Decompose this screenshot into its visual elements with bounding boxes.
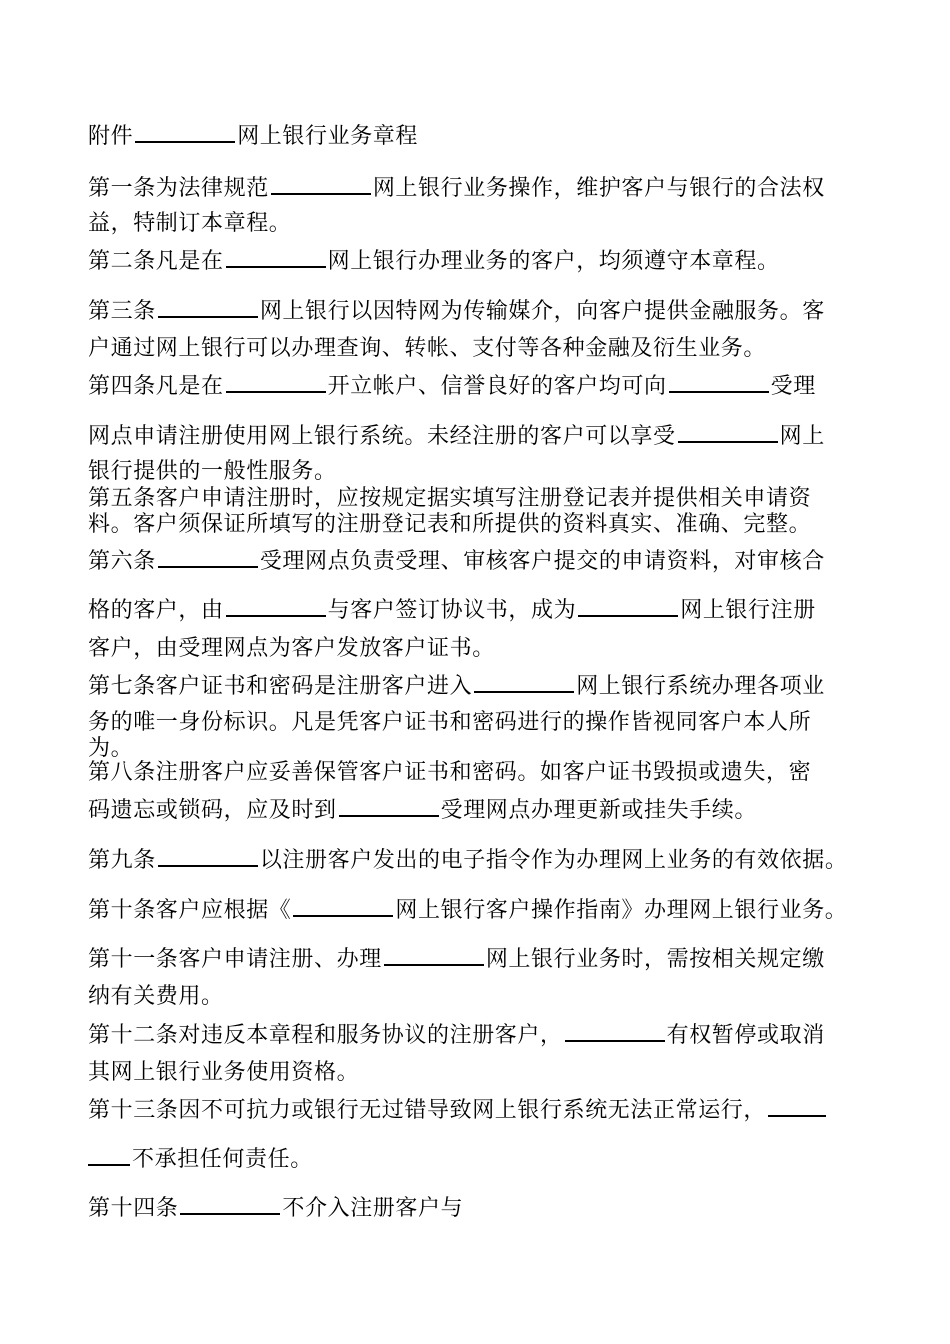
article-line: 不承担任何责任。 xyxy=(88,1146,313,1173)
article-line: 网点申请注册使用网上银行系统。未经注册的客户可以享受 网上 xyxy=(88,424,825,449)
fill-blank xyxy=(565,1022,665,1042)
article-line: 格的客户，由 与客户签订协议书，成为 网上银行注册 xyxy=(88,598,816,623)
fill-blank xyxy=(578,597,678,617)
article-line: 第十二条对违反本章程和服务协议的注册客户， 有权暂停或取消 xyxy=(88,1023,825,1048)
article-line: 第三条 网上银行以因特网为传输媒介，向客户提供金融服务。客 xyxy=(88,299,825,324)
document-title: 附件 网上银行业务章程 xyxy=(88,124,419,149)
fill-blank xyxy=(768,1097,826,1117)
fill-blank xyxy=(88,1146,130,1166)
article-line: 第十四条 不介入注册客户与 xyxy=(88,1196,464,1221)
article-line: 第十一条客户申请注册、办理 网上银行业务时，需按相关规定缴 xyxy=(88,947,825,972)
fill-blank xyxy=(158,847,258,867)
fill-blank xyxy=(384,946,484,966)
fill-blank xyxy=(669,373,769,393)
article-line: 第九条 以注册客户发出的电子指令作为办理网上业务的有效依据。 xyxy=(88,848,848,873)
article-line: 银行提供的一般性服务。 xyxy=(88,459,337,484)
fill-blank xyxy=(226,248,326,268)
article-line: 纳有关费用。 xyxy=(88,984,224,1009)
article-line: 户通过网上银行可以办理查询、转帐、支付等各种金融及衍生业务。 xyxy=(88,336,767,361)
article-line: 客户，由受理网点为客户发放客户证书。 xyxy=(88,636,495,661)
fill-blank xyxy=(339,797,439,817)
fill-blank xyxy=(226,373,326,393)
article-line: 第七条客户证书和密码是注册客户进入 网上银行系统办理各项业 xyxy=(88,674,825,699)
fill-blank xyxy=(158,298,258,318)
article-line: 其网上银行业务使用资格。 xyxy=(88,1060,360,1085)
article-line: 料。客户须保证所填写的注册登记表和所提供的资料真实、准确、完整。 xyxy=(88,512,812,537)
article-line: 第六条 受理网点负责受理、审核客户提交的申请资料，对审核合 xyxy=(88,549,825,574)
article-line: 第四条凡是在 开立帐户、信誉良好的客户均可向 受理 xyxy=(88,374,816,399)
article-line: 第十三条因不可抗力或银行无过错导致网上银行系统无法正常运行， xyxy=(88,1097,828,1124)
fill-blank xyxy=(158,548,258,568)
article-line: 第一条为法律规范 网上银行业务操作，维护客户与银行的合法权 xyxy=(88,176,825,201)
fill-blank xyxy=(678,423,778,443)
fill-blank xyxy=(293,897,393,917)
article-line: 第八条注册客户应妥善保管客户证书和密码。如客户证书毁损或遗失，密 xyxy=(88,760,812,785)
article-line: 第十条客户应根据《 网上银行客户操作指南》办理网上银行业务。 xyxy=(88,898,848,923)
article-line: 第二条凡是在 网上银行办理业务的客户，均须遵守本章程。 xyxy=(88,249,780,274)
article-line: 务的唯一身份标识。凡是凭客户证书和密码进行的操作皆视同客户本人所 xyxy=(88,710,812,735)
fill-blank xyxy=(135,123,235,143)
article-line: 第五条客户申请注册时，应按规定据实填写注册登记表并提供相关申请资 xyxy=(88,486,812,511)
fill-blank xyxy=(271,175,371,195)
fill-blank xyxy=(474,673,574,693)
fill-blank xyxy=(180,1195,280,1215)
article-line: 益，特制订本章程。 xyxy=(88,211,292,236)
article-line: 为。 xyxy=(88,736,134,761)
fill-blank xyxy=(226,597,326,617)
article-line: 码遗忘或锁码，应及时到 受理网点办理更新或挂失手续。 xyxy=(88,798,758,823)
